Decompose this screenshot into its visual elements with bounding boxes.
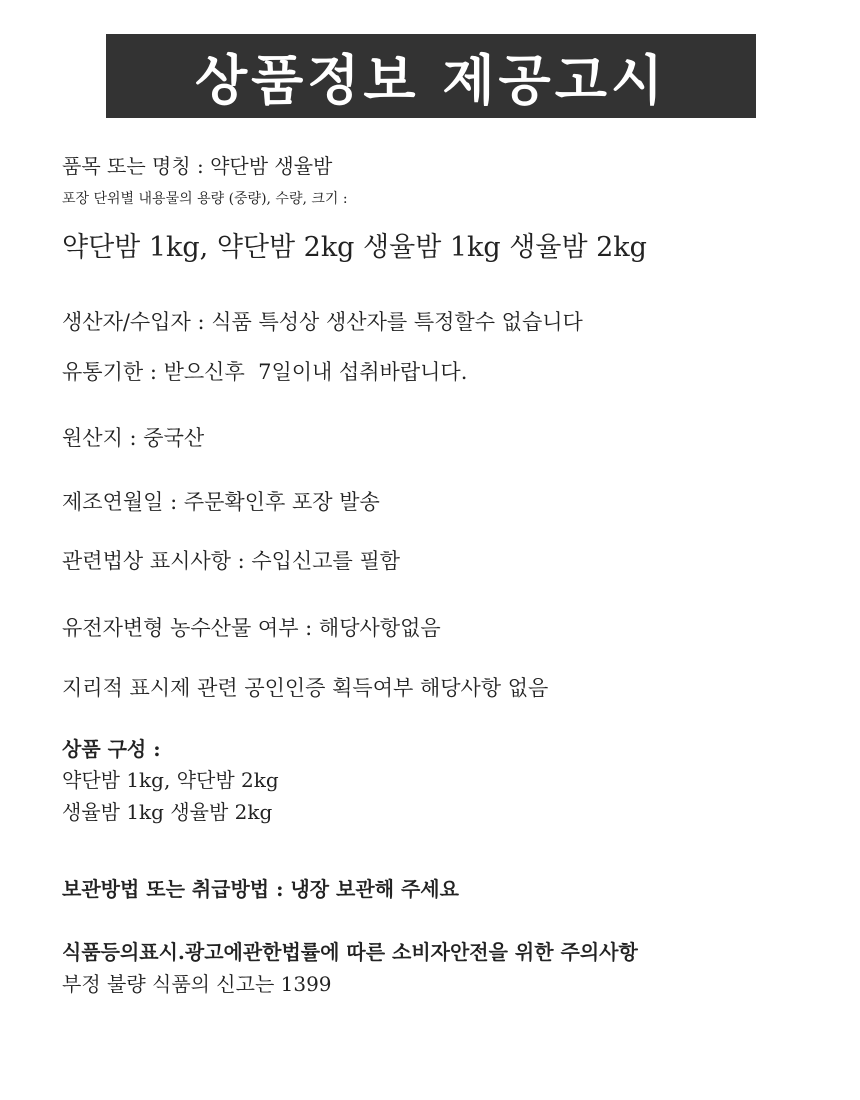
expiry-value: 받으신후 7일이내 섭취바랍니다.	[163, 360, 468, 384]
producer-value: 식품 특성상 생산자를 특정할수 없습니다	[211, 310, 583, 334]
item-name-value: 약단밤 생율밤	[210, 154, 333, 178]
page-title: 상품정보 제공고시	[194, 48, 668, 112]
producer-label: 생산자/수입자 :	[62, 310, 205, 334]
package-label: 포장 단위별 내용물의 용량 (중량), 수량, 크기 :	[62, 191, 348, 207]
gmo-row: 유전자변형 농수산물 여부 : 해당사항없음	[62, 616, 441, 640]
legal-notice-row: 관련법상 표시사항 : 수입신고를 필함	[62, 549, 401, 573]
storage-value: 냉장 보관해 주세요	[290, 877, 459, 901]
composition-line: 생율밤 1kg 생율밤 2kg	[62, 800, 273, 824]
manufacture-date-row: 제조연월일 : 주문확인후 포장 발송	[62, 490, 380, 514]
producer-row	[62, 306, 583, 336]
storage-row	[62, 873, 459, 902]
origin-row: 원산지 : 중국산	[62, 426, 205, 450]
item-name-row	[62, 150, 332, 179]
composition-label: 상품 구성 :	[62, 737, 161, 761]
item-name-label: 품목 또는 명칭 :	[62, 154, 204, 178]
page-title-banner	[106, 34, 756, 118]
geo-cert-row: 지리적 표시제 관련 공인인증 획득여부 해당사항 없음	[62, 676, 549, 700]
safety-value: 부정 불량 식품의 신고는 1399	[62, 972, 332, 996]
expiry-row	[62, 356, 467, 386]
safety-label: 식품등의표시.광고에관한법률에 따른 소비자안전을 위한 주의사항	[62, 940, 638, 964]
composition-line: 약단밤 1kg, 약단밤 2kg	[62, 768, 279, 792]
expiry-label: 유통기한 :	[62, 360, 157, 384]
storage-label: 보관방법 또는 취급방법 :	[62, 877, 284, 901]
package-value: 약단밤 1kg, 약단밤 2kg 생율밤 1kg 생율밤 2kg	[62, 232, 647, 263]
